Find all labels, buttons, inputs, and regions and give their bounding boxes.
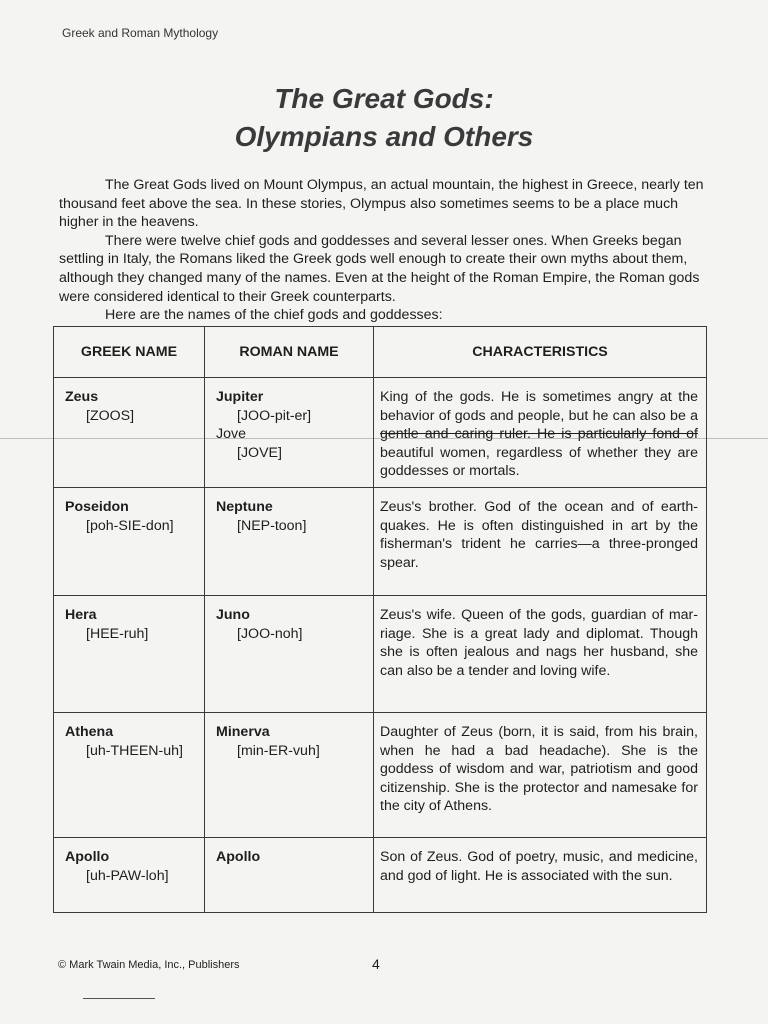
table-row	[54, 488, 707, 596]
roman-alt-pronunciation: [JOVE]	[237, 444, 282, 461]
greek-name: Zeus	[65, 389, 99, 405]
title-line-2: Olympians and Others	[234, 121, 534, 152]
characteristics-cell: Zeus's brother. God of the ocean and of earth-quakes. He is often distinguished in art by the fisherman's trident he carries—a three-pronged spear.	[374, 488, 707, 596]
header-roman-name: ROMAN NAME	[205, 327, 374, 378]
greek-pronunciation: [uh-THEEN-uh]	[86, 742, 183, 759]
roman-name-cell	[205, 378, 374, 488]
characteristics-cell: Zeus's wife. Queen of the gods, guardian of mar-riage. She is a great lady and diplomat. Though she is often jealous and nags her husband, she can also be a tender and loving wife.	[374, 596, 707, 713]
roman-name-cell	[205, 596, 374, 713]
characteristics-text-cont: beautiful women, regardless of whether they are goddesses or mortals.	[380, 444, 698, 480]
roman-pronunciation: [min-ER-vuh]	[237, 742, 320, 759]
intro-text	[59, 176, 707, 325]
roman-pronunciation: [JOO-pit-er]	[237, 407, 312, 424]
header-characteristics: CHARACTERISTICS	[374, 327, 707, 378]
greek-name-cell	[54, 713, 205, 838]
roman-pronunciation: [JOO-noh]	[237, 625, 303, 642]
page-title	[0, 80, 768, 156]
table-row	[54, 378, 707, 488]
characteristics-cell: Daughter of Zeus (born, it is said, from his brain, when he had a bad headache). She is the goddess of wisdom and war, patriotism and good citizenship. She is the protector and namesake for the city of Athens.	[374, 713, 707, 838]
greek-name-cell	[54, 488, 205, 596]
roman-name-cell	[205, 488, 374, 596]
roman-name: Jupiter	[216, 389, 264, 405]
publisher-credit: © Mark Twain Media, Inc., Publishers	[58, 959, 240, 971]
table-row	[54, 838, 707, 913]
greek-pronunciation: [ZOOS]	[86, 407, 135, 424]
characteristics-cell: Son of Zeus. God of poetry, music, and medicine, and god of light. He is associated with the sun.	[374, 838, 707, 913]
scan-artifact-line	[0, 438, 768, 439]
roman-name: Juno	[216, 607, 250, 623]
greek-pronunciation: [HEE-ruh]	[86, 625, 149, 642]
greek-name: Athena	[65, 724, 114, 740]
greek-name-cell	[54, 378, 205, 488]
roman-name-cell	[205, 838, 374, 913]
paragraph-2: There were twelve chief gods and goddesses and several lesser ones. When Greeks began settling in Italy, the Romans liked the Greek gods well enough to create their own myths about them, although they changed many of the names. Even at the height of the Roman Empire, the Roman gods were considered identical to their Greek counterparts.	[59, 232, 700, 305]
greek-pronunciation: [uh-PAW-loh]	[86, 867, 169, 884]
running-header: Greek and Roman Mythology	[62, 26, 219, 40]
characteristics-cell	[374, 378, 707, 488]
greek-pronunciation: [poh-SIE-don]	[86, 517, 174, 534]
footer-rule	[83, 998, 155, 999]
greek-name-cell	[54, 838, 205, 913]
page-number: 4	[372, 956, 380, 972]
gods-table	[53, 326, 707, 913]
greek-name: Apollo	[65, 849, 110, 865]
roman-name: Neptune	[216, 499, 273, 515]
roman-alt-name: Jove	[216, 426, 246, 443]
greek-name: Hera	[65, 607, 97, 623]
paragraph-3: Here are the names of the chief gods and goddesses:	[105, 307, 443, 324]
roman-name: Minerva	[216, 724, 270, 740]
title-line-1: The Great Gods:	[274, 83, 494, 114]
table-header-row	[54, 327, 707, 378]
header-greek-name: GREEK NAME	[54, 327, 205, 378]
paragraph-1: The Great Gods lived on Mount Olympus, an actual mountain, the highest in Greece, nearly ten thousand feet above the sea. In these stories, Olympus also sometimes seems to be a place much higher in the heavens.	[59, 177, 704, 231]
characteristics-text: King of the gods. He is sometimes angry at the behavior of gods and people, but he can also be a	[380, 389, 698, 424]
table-row	[54, 713, 707, 838]
roman-pronunciation: [NEP-toon]	[237, 517, 307, 534]
roman-name-cell	[205, 713, 374, 838]
roman-name: Apollo	[216, 849, 261, 865]
greek-name: Poseidon	[65, 499, 129, 515]
table-row	[54, 596, 707, 713]
characteristics-struck-text: gentle and caring ruler. He is particularly fond of	[380, 426, 698, 443]
greek-name-cell	[54, 596, 205, 713]
